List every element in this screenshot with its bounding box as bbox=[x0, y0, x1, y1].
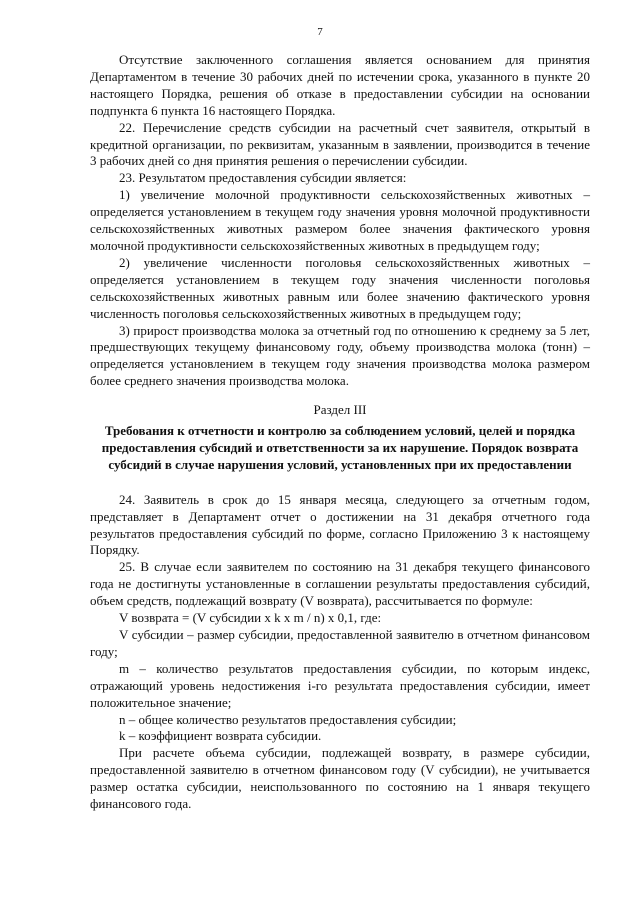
section-label: Раздел III bbox=[313, 402, 367, 418]
page-number: 7 bbox=[317, 26, 323, 38]
paragraph-remainder: При расчете объема субсидии, подлежащей возврату, в размере субсидии, предоставленной заявителю в отчетном финансовом году (V субсидии), не учитывается размер остатка субсидии, неиспользованного по состоянию на 1 января текущего финансового года. bbox=[90, 745, 590, 812]
paragraph-22: 22. Перечисление средств субсидии на расчетный счет заявителя, открытый в кредитной организации, по реквизитам, указанным в заявлении, производится в течение 3 рабочих дней со дня принятия решения о перечислении субсидии. bbox=[90, 119, 590, 169]
paragraph-25: 25. В случае если заявителем по состоянию на 31 декабря текущего финансового года не достигнуты установленные в соглашении результаты предоставления субсидий, объем средств, подлежащий возврату (V возврата), рассчитывается по формуле: bbox=[90, 559, 590, 609]
paragraph-23: 23. Результатом предоставления субсидии является: bbox=[119, 170, 407, 186]
result-item-2: 2) увеличение численности поголовья сельскохозяйственных животных – определяется установлением в текущем году значения численности поголовья сельскохозяйственных животных равным или более значению фактического уровня численность поголовья сельскохозяйственных животных в предыдущем году; bbox=[90, 254, 590, 321]
definition-k: k – коэффициент возврата субсидии. bbox=[119, 728, 322, 744]
return-formula: V возврата = (V субсидии x k x m / n) x 0,1, где: bbox=[119, 610, 382, 626]
definition-n: n – общее количество результатов предоставления субсидии; bbox=[119, 711, 457, 727]
document-body bbox=[90, 52, 590, 813]
definition-m: m – количество результатов предоставления субсидии, по которым индекс, отражающий уровень недостижения i-го результата предоставления субсидии, имеет положительное значение; bbox=[90, 660, 590, 710]
paragraph-no-agreement: Отсутствие заключенного соглашения является основанием для принятия Департаментом в течение 30 рабочих дней по истечении срока, указанного в пункте 20 настоящего Порядка, решения об отказе в предоставлении субсидии на основании подпункта 6 пункта 16 настоящего Порядка. bbox=[90, 52, 590, 118]
section-title: Требования к отчетности и контролю за соблюдением условий, целей и порядка предоставления субсидий и ответственности за их нарушение. Порядок возврата субсидий в случае нарушения условий, установленных при их предоставлении bbox=[101, 423, 579, 472]
result-item-1: 1) увеличение молочной продуктивности сельскохозяйственных животных – определяется установлением в текущем году значения уровня молочной продуктивности сельскохозяйственных животных размером более значения фактического уровня молочной продуктивности сельскохозяйственных животных в предыдущем году; bbox=[90, 187, 590, 253]
definition-v-subsidy: V субсидии – размер субсидии, предоставленной заявителю в отчетном финансовом году; bbox=[90, 627, 590, 659]
paragraph-24: 24. Заявитель в срок до 15 января месяца, следующего за отчетным годом, представляет в Департамент отчет о достижении на 31 декабря отчетного года результатов предоставления субсидий по форме, согласно Приложению 3 к настоящему Порядку. bbox=[90, 491, 590, 558]
result-item-3: 3) прирост производства молока за отчетный год по отношению к среднему за 5 лет, предшествующих текущему финансовому году, объему производства молока (тонн) – определяется установлением в текущем году значения производства молока размером более среднего значения производства молока. bbox=[90, 322, 590, 389]
